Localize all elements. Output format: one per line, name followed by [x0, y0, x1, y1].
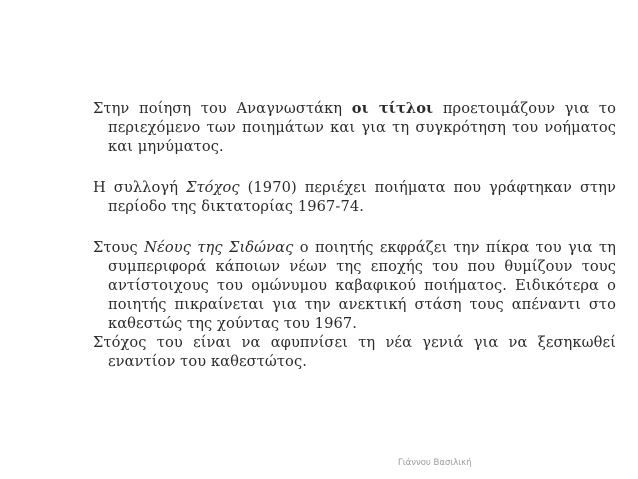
- paragraph-collection-text-end: (1970) περιέχει ποιήματα που γράφτηκαν στην περίοδο της δικτατορίας 1967-74.: [108, 179, 617, 215]
- paragraph-titles-text-end: προετοιμάζουν για το περιεχόμενο των ποιημάτων και για τη συγκρότηση του νοήματος και μηνύματος.: [108, 100, 616, 155]
- paragraph-titles-text-start: Στην ποίηση του Αναγνωστάκη: [93, 100, 352, 117]
- footer-author: Γιάννου Βασιλική: [398, 458, 472, 468]
- paragraph-sidon-poem-title: Νέους της Σιδώνας: [144, 239, 294, 256]
- paragraph-goal-text: Στόχος του είναι να αφυπνίσει τη νέα γενιά για να ξεσηκωθεί εναντίον του καθεστώτος.: [93, 334, 616, 370]
- slide-body: [93, 99, 616, 371]
- paragraph-sidon-text-start: Στους: [93, 239, 145, 256]
- paragraph-collection: [93, 178, 616, 216]
- paragraph-sidon-text-end: ο ποιητής εκφράζει την πίκρα του για τη συμπεριφορά κάποιων νέων της εποχής του που θυμίζουν τους αντίστοιχους του ομώνυμου καβαφικού ποιήματος. Ειδικότερα ο ποιητής πικραίνεται για την ανεκτική στάση τους απέναντι στο καθεστώς της χούντας του 1967.: [108, 239, 617, 332]
- paragraph-goal: [93, 333, 616, 371]
- paragraph-titles-emphasis: οι τίτλοι: [351, 100, 434, 117]
- paragraph-collection-title: Στόχος: [186, 179, 240, 196]
- paragraph-sidon: [93, 238, 616, 333]
- paragraph-titles: [93, 99, 616, 156]
- paragraph-collection-text-start: Η συλλογή: [93, 179, 187, 196]
